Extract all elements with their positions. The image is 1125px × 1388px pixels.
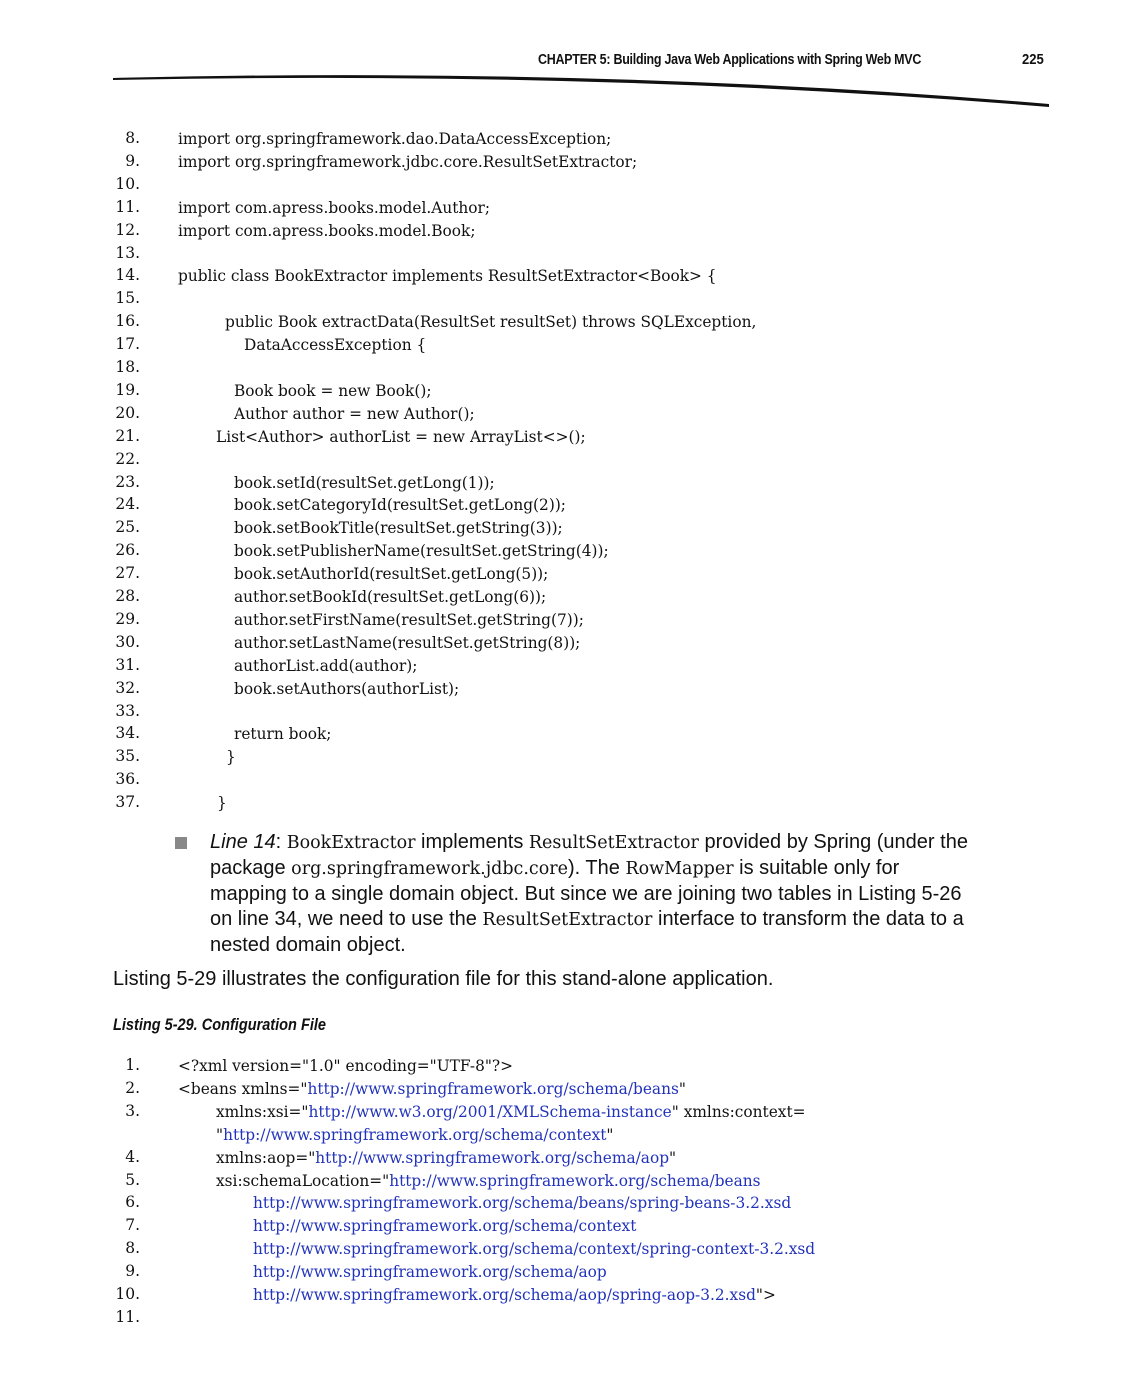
- code-token: authorList.add(author);: [234, 655, 418, 675]
- code-text: [244, 333, 426, 356]
- line-number: 27.: [115, 564, 140, 583]
- line-number: 17.: [115, 335, 140, 354]
- code-token: book.setCategoryId(resultSet.getLong(2));: [234, 495, 566, 515]
- code-token: }: [226, 747, 236, 767]
- code-token: return book;: [234, 724, 332, 744]
- code-text: [253, 1237, 815, 1260]
- code-text: [234, 585, 546, 608]
- code-text: [178, 127, 611, 150]
- url-token: http://www.springframework.org/schema/context/spring-context-3.2.xsd: [253, 1239, 816, 1259]
- code-text: [234, 631, 580, 654]
- code-text: [234, 608, 584, 631]
- line-number: 10.: [115, 1285, 140, 1303]
- code-token: }: [217, 793, 227, 813]
- code-token: ": [678, 1078, 686, 1098]
- line-number: 9.: [125, 1262, 140, 1281]
- code-text: [178, 150, 637, 173]
- bullet-text: Line 14: BookExtractor implements ResultSetExtractor provided by Spring (under the package org.springframework.jdbc.core). The RowMapper is suitable only for mapping to a single domain object. But since we are joining two tables in Listing 5-26 on line 34, we need to use the ResultSetExtractor interface to transform the data to a nested domain object.: [210, 831, 968, 956]
- line-number: 9.: [125, 151, 140, 170]
- code-token: book.setAuthorId(resultSet.getLong(5));: [234, 564, 549, 584]
- url-token: http://www.springframework.org/schema/beans: [307, 1078, 679, 1098]
- code-text: [234, 562, 548, 585]
- code-token: " xmlns:context=: [671, 1101, 806, 1121]
- line-number: 15.: [115, 289, 140, 308]
- line-number: 36.: [115, 770, 140, 789]
- code-token: import com.apress.books.model.Author;: [178, 197, 491, 217]
- chapter-title: CHAPTER 5: Building Java Web Applications with Spring Web MVC: [538, 52, 922, 68]
- code-text: [225, 310, 756, 333]
- line-number: 3.: [125, 1101, 140, 1120]
- url-token: http://www.springframework.org/schema/aop: [253, 1262, 607, 1282]
- code-token: List<Author> authorList = new ArrayList<>();: [216, 426, 586, 446]
- line-number: 7.: [125, 1216, 140, 1235]
- line-number: 8.: [125, 129, 140, 147]
- url-token: http://www.w3.org/2001/XMLSchema-instance: [308, 1101, 672, 1121]
- line-number: 12.: [115, 220, 140, 239]
- code-token: public class BookExtractor implements ResultSetExtractor<Book> {: [178, 266, 717, 286]
- page-number: 225: [1022, 52, 1044, 68]
- code-token: import com.apress.books.model.Book;: [178, 220, 476, 240]
- code-token: public Book extractData(ResultSet resultSet) throws SQLException,: [225, 312, 757, 332]
- line-number: 18.: [115, 358, 140, 376]
- code-token: xmlns:aop=": [216, 1147, 316, 1167]
- line-number: 37.: [115, 793, 140, 812]
- code-token: <?xml version="1.0" encoding="UTF-8"?>: [178, 1056, 514, 1075]
- code-text: [234, 493, 566, 516]
- code-text: [253, 1283, 776, 1306]
- code-token: Author author = new Author();: [234, 403, 475, 423]
- line-number: 19.: [115, 380, 140, 399]
- code-text: [253, 1214, 636, 1237]
- code-token: <beans xmlns=": [178, 1078, 308, 1098]
- line-number: 20.: [115, 403, 140, 422]
- code-text: [178, 219, 476, 242]
- line-number: 2.: [125, 1078, 140, 1097]
- url-token: http://www.springframework.org/schema/context: [223, 1124, 607, 1144]
- code-token: ": [669, 1147, 677, 1167]
- code-text: [178, 1054, 513, 1077]
- code-text: [234, 722, 331, 745]
- line-number: 5.: [125, 1170, 140, 1189]
- line-number: 24.: [115, 495, 140, 514]
- code-text: [216, 1146, 676, 1169]
- line-number: 16.: [115, 312, 140, 331]
- line-number: 10.: [115, 174, 140, 193]
- code-token: xsi:schemaLocation=": [216, 1170, 390, 1190]
- code-token: ": [606, 1124, 614, 1144]
- code-text: [234, 516, 563, 539]
- code-token: xmlns:xsi=": [216, 1101, 309, 1121]
- code-text: [217, 791, 227, 814]
- code-token: import org.springframework.jdbc.core.ResultSetExtractor;: [178, 151, 638, 171]
- code-token: author.setFirstName(resultSet.getString(7));: [234, 609, 584, 629]
- line-number: 29.: [115, 609, 140, 628]
- url-token: http://www.springframework.org/schema/context: [253, 1216, 637, 1236]
- body-paragraph: Listing 5-29 illustrates the configuration file for this stand-alone application.: [113, 968, 774, 990]
- code-text: [234, 654, 417, 677]
- line-number: 35.: [115, 747, 140, 766]
- url-token: http://www.springframework.org/schema/beans/spring-beans-3.2.xsd: [253, 1193, 792, 1213]
- line-number: 14.: [115, 266, 140, 285]
- line-number: 4.: [125, 1147, 140, 1166]
- line-number: 1.: [125, 1056, 140, 1074]
- line-number: 6.: [125, 1193, 140, 1212]
- line-number: 25.: [115, 518, 140, 537]
- code-text: [178, 264, 717, 287]
- code-token: book.setBookTitle(resultSet.getString(3));: [234, 518, 563, 538]
- listing-caption: Listing 5-29. Configuration File: [113, 1016, 326, 1034]
- line-number: 32.: [115, 678, 140, 697]
- code-token: book.setId(resultSet.getLong(1));: [234, 472, 495, 492]
- code-token: DataAccessException {: [244, 335, 427, 355]
- code-text: [216, 1100, 806, 1123]
- code-token: book.setAuthors(authorList);: [234, 678, 460, 698]
- line-number: 31.: [115, 655, 140, 674]
- code-token: Book book = new Book();: [234, 380, 432, 400]
- code-text: [216, 1169, 761, 1192]
- code-text: [234, 379, 432, 402]
- code-token: import org.springframework.dao.DataAccessException;: [178, 129, 612, 148]
- code-text: [234, 677, 459, 700]
- line-number: 33.: [115, 701, 140, 720]
- code-text: [226, 745, 236, 768]
- line-number: 8.: [125, 1239, 140, 1258]
- code-token: ">: [755, 1285, 776, 1304]
- url-token: http://www.springframework.org/schema/beans: [389, 1170, 761, 1190]
- line-number: 22.: [115, 449, 140, 468]
- code-text: [234, 402, 475, 425]
- code-text: [253, 1260, 607, 1283]
- code-text: [216, 1123, 614, 1146]
- code-token: book.setPublisherName(resultSet.getString(4));: [234, 541, 609, 561]
- code-text: [216, 425, 586, 448]
- code-text: [234, 539, 609, 562]
- bullet-square-icon: [175, 837, 187, 849]
- line-number: 34.: [115, 724, 140, 743]
- code-token: author.setBookId(resultSet.getLong(6));: [234, 587, 547, 606]
- line-number: 21.: [115, 426, 140, 445]
- line-number: 28.: [115, 587, 140, 605]
- code-token: author.setLastName(resultSet.getString(8));: [234, 632, 581, 652]
- line-number: 26.: [115, 541, 140, 560]
- line-number: 11.: [115, 197, 140, 216]
- code-text: [253, 1191, 791, 1214]
- header-rule: [0, 0, 1125, 120]
- code-text: [178, 196, 490, 219]
- url-token: http://www.springframework.org/schema/aop/spring-aop-3.2.xsd: [253, 1285, 756, 1304]
- line-number: 23.: [115, 472, 140, 491]
- code-text: [234, 471, 495, 494]
- line-number: 13.: [115, 243, 140, 262]
- code-text: [178, 1077, 686, 1100]
- url-token: http://www.springframework.org/schema/aop: [315, 1147, 670, 1167]
- line-number: 11.: [115, 1307, 140, 1326]
- line-number: 30.: [115, 632, 140, 651]
- code-token: ": [216, 1124, 224, 1144]
